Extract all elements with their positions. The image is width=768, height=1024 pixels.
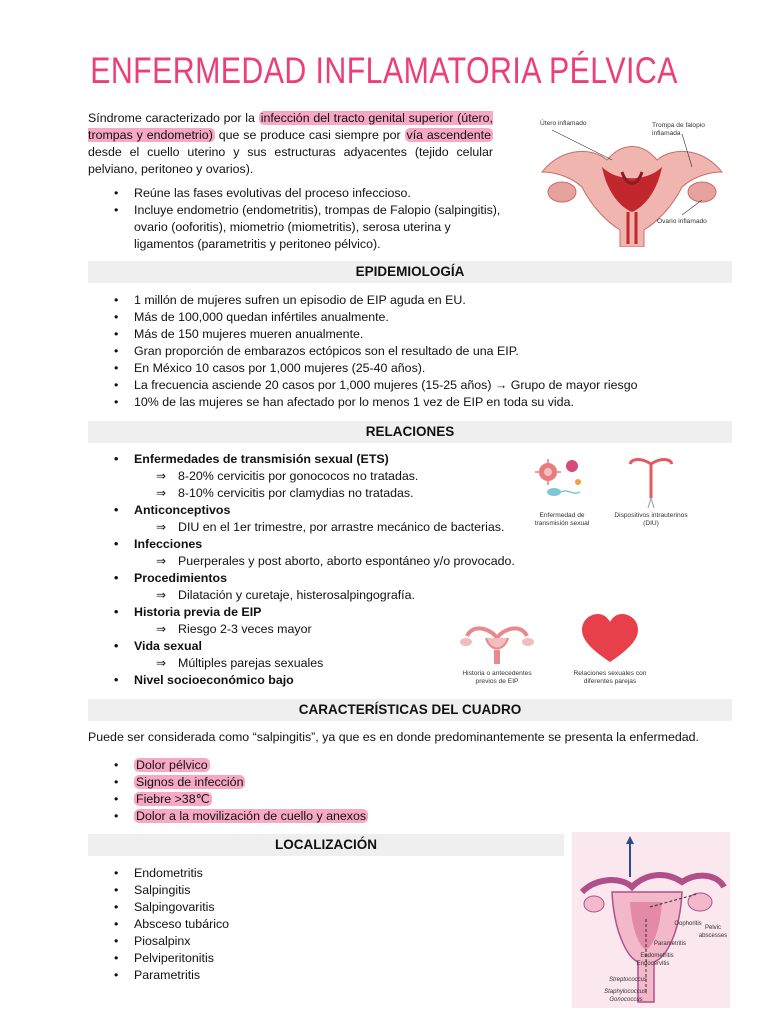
relaciones-illustration — [562, 610, 658, 692]
list-item: • 1 millón de mujeres sufren un episodio de EIP aguda en EU. — [88, 292, 728, 309]
list-item: • Pelviperitonitis — [88, 950, 388, 967]
epidemiologia-list — [88, 292, 728, 411]
relacion-sub: ⇒ 8-10% cervicitis por clamydias no tratadas. — [88, 485, 528, 502]
pelvic-anatomy-diagram — [572, 832, 730, 1008]
list-item: • Absceso tubárico — [88, 916, 388, 933]
relacion-sub: ⇒ Riesgo 2-3 veces mayor — [88, 621, 528, 638]
list-item: • Salpingitis — [88, 882, 388, 899]
caption-historia: Historia o antecedentes previos de EIP — [462, 670, 532, 685]
intro-bullets — [88, 185, 508, 253]
page-title: ENFERMEDAD INFLAMATORIA PÉLVICA — [90, 50, 678, 91]
localizacion-list — [88, 865, 388, 984]
relacion-sub: ⇒ Múltiples parejas sexuales — [88, 655, 528, 672]
list-item: • Gran proporción de embarazos ectópicos son el resultado de una EIP. — [88, 343, 728, 360]
intro-bullet: • Incluye endometrio (endometritis), trompas de Falopio (salpingitis), ovario (ooforitis), miometrio (miometritis), serosa uterina y ligamentos (parametritis y peritoneo pélvico). — [88, 202, 508, 253]
list-item — [88, 774, 688, 791]
list-item: • Piosalpinx — [88, 933, 388, 950]
inflamed-uterus-image — [532, 112, 732, 247]
label-oophoritis: Oophoritis — [674, 921, 702, 927]
relacion-sub: ⇒ 8-20% cervicitis por gonococos no tratadas. — [88, 468, 528, 485]
label-streptococcus: Streptococcus — [608, 977, 648, 983]
symptom-highlight: Signos de infección — [136, 775, 244, 789]
intro-bullet: • Reúne las fases evolutivas del proceso infeccioso. — [88, 185, 508, 202]
relacion-label-historia: • Historia previa de EIP — [88, 604, 528, 621]
relacion-label-infecciones: • Infecciones — [88, 536, 528, 553]
list-item: • En México 10 casos por 1,000 mujeres (25-40 años). — [88, 360, 728, 377]
label-staphylococcus: Staphylococcus, Gonococcus — [604, 989, 648, 1003]
diu-illustration — [612, 452, 690, 532]
symptom-highlight: Dolor pélvico — [136, 758, 208, 772]
label-parametritis: Parametritis — [653, 941, 686, 947]
list-item: • Más de 100,000 quedan infértiles anualmente. — [88, 309, 728, 326]
section-header-caracteristicas: CARACTERÍSTICAS DEL CUADRO — [88, 699, 732, 721]
list-item: • Parametritis — [88, 967, 388, 984]
relacion-label-vida-sexual: • Vida sexual — [88, 638, 528, 655]
symptom-highlight: Fiebre >38℃ — [136, 792, 210, 806]
historia-eip-illustration — [452, 612, 542, 692]
list-item — [88, 757, 688, 774]
caracteristicas-list — [88, 757, 688, 825]
section-header-epidemiologia: EPIDEMIOLOGÍA — [88, 261, 732, 283]
caption-ets: Enfermedad de transmisión sexual — [534, 512, 590, 527]
label-endometritis: Endometritis — [640, 953, 674, 959]
list-item — [88, 791, 688, 808]
symptom-highlight: Dolor a la movilización de cuello y anexos — [136, 809, 367, 823]
caracteristicas-text: Puede ser considerada como “salpingitis”, ya que es en donde predominantemente se presenta la enfermedad. — [88, 730, 699, 744]
intro-text-2: que se produce casi siempre por — [214, 128, 405, 142]
relacion-label-anticonceptivos: • Anticonceptivos — [88, 502, 528, 519]
label-endocervitis: Endocervitis — [636, 961, 670, 967]
list-item: • Salpingovaritis — [88, 899, 388, 916]
caption-relaciones: Relaciones sexuales con diferentes parejas — [573, 670, 647, 685]
intro-text-3: desde el cuello uterino y sus estructuras adyacentes (tejido celular pelviano, peritoneo y ovarios). — [88, 145, 493, 176]
intro-paragraph — [88, 110, 493, 178]
list-item: • La frecuencia asciende 20 casos por 1,000 mujeres (15-25 años) → Grupo de mayor riesgo — [88, 377, 728, 394]
intro-text-1: Síndrome caracterizado por la — [88, 111, 259, 125]
list-item — [88, 808, 688, 825]
relacion-sub: ⇒ Puerperales y post aborto, aborto espontáneo y/o provocado. — [88, 553, 528, 570]
label-ovario-inflamado: Ovario inflamado — [657, 218, 707, 225]
intro-highlight-2: vía ascendente — [406, 128, 491, 142]
list-item: • 10% de las mujeres se han afectado por lo menos 1 vez de EIP en toda su vida. — [88, 394, 728, 411]
intro-highlight-1: infección del tracto genital superior (útero, trompas y endometrio) — [88, 111, 493, 142]
label-pelvic-abscesses: Pelvic abscesses — [698, 925, 728, 939]
ets-illustration — [528, 452, 596, 530]
label-utero-inflamado: Útero inflamado — [540, 120, 587, 127]
caption-diu: Dispositivos intrauterinos (DIU) — [614, 512, 688, 527]
section-header-relaciones: RELACIONES — [88, 421, 732, 443]
label-trompa-inflamada: Trompa de falopio inflamada — [652, 122, 705, 137]
list-item: • Más de 150 mujeres mueren anualmente. — [88, 326, 728, 343]
relacion-label-ets: • Enfermedades de transmisión sexual (ETS) — [88, 451, 528, 468]
section-header-localizacion: LOCALIZACIÓN — [88, 834, 564, 856]
relacion-label-nivel: • Nivel socioeconómico bajo — [88, 672, 528, 689]
relacion-sub: ⇒ Dilatación y curetaje, histerosalpingografía. — [88, 587, 528, 604]
list-item: • Endometritis — [88, 865, 388, 882]
relacion-sub: ⇒ DIU en el 1er trimestre, por arrastre mecánico de bacterias. — [88, 519, 528, 536]
relacion-label-procedimientos: • Procedimientos — [88, 570, 528, 587]
